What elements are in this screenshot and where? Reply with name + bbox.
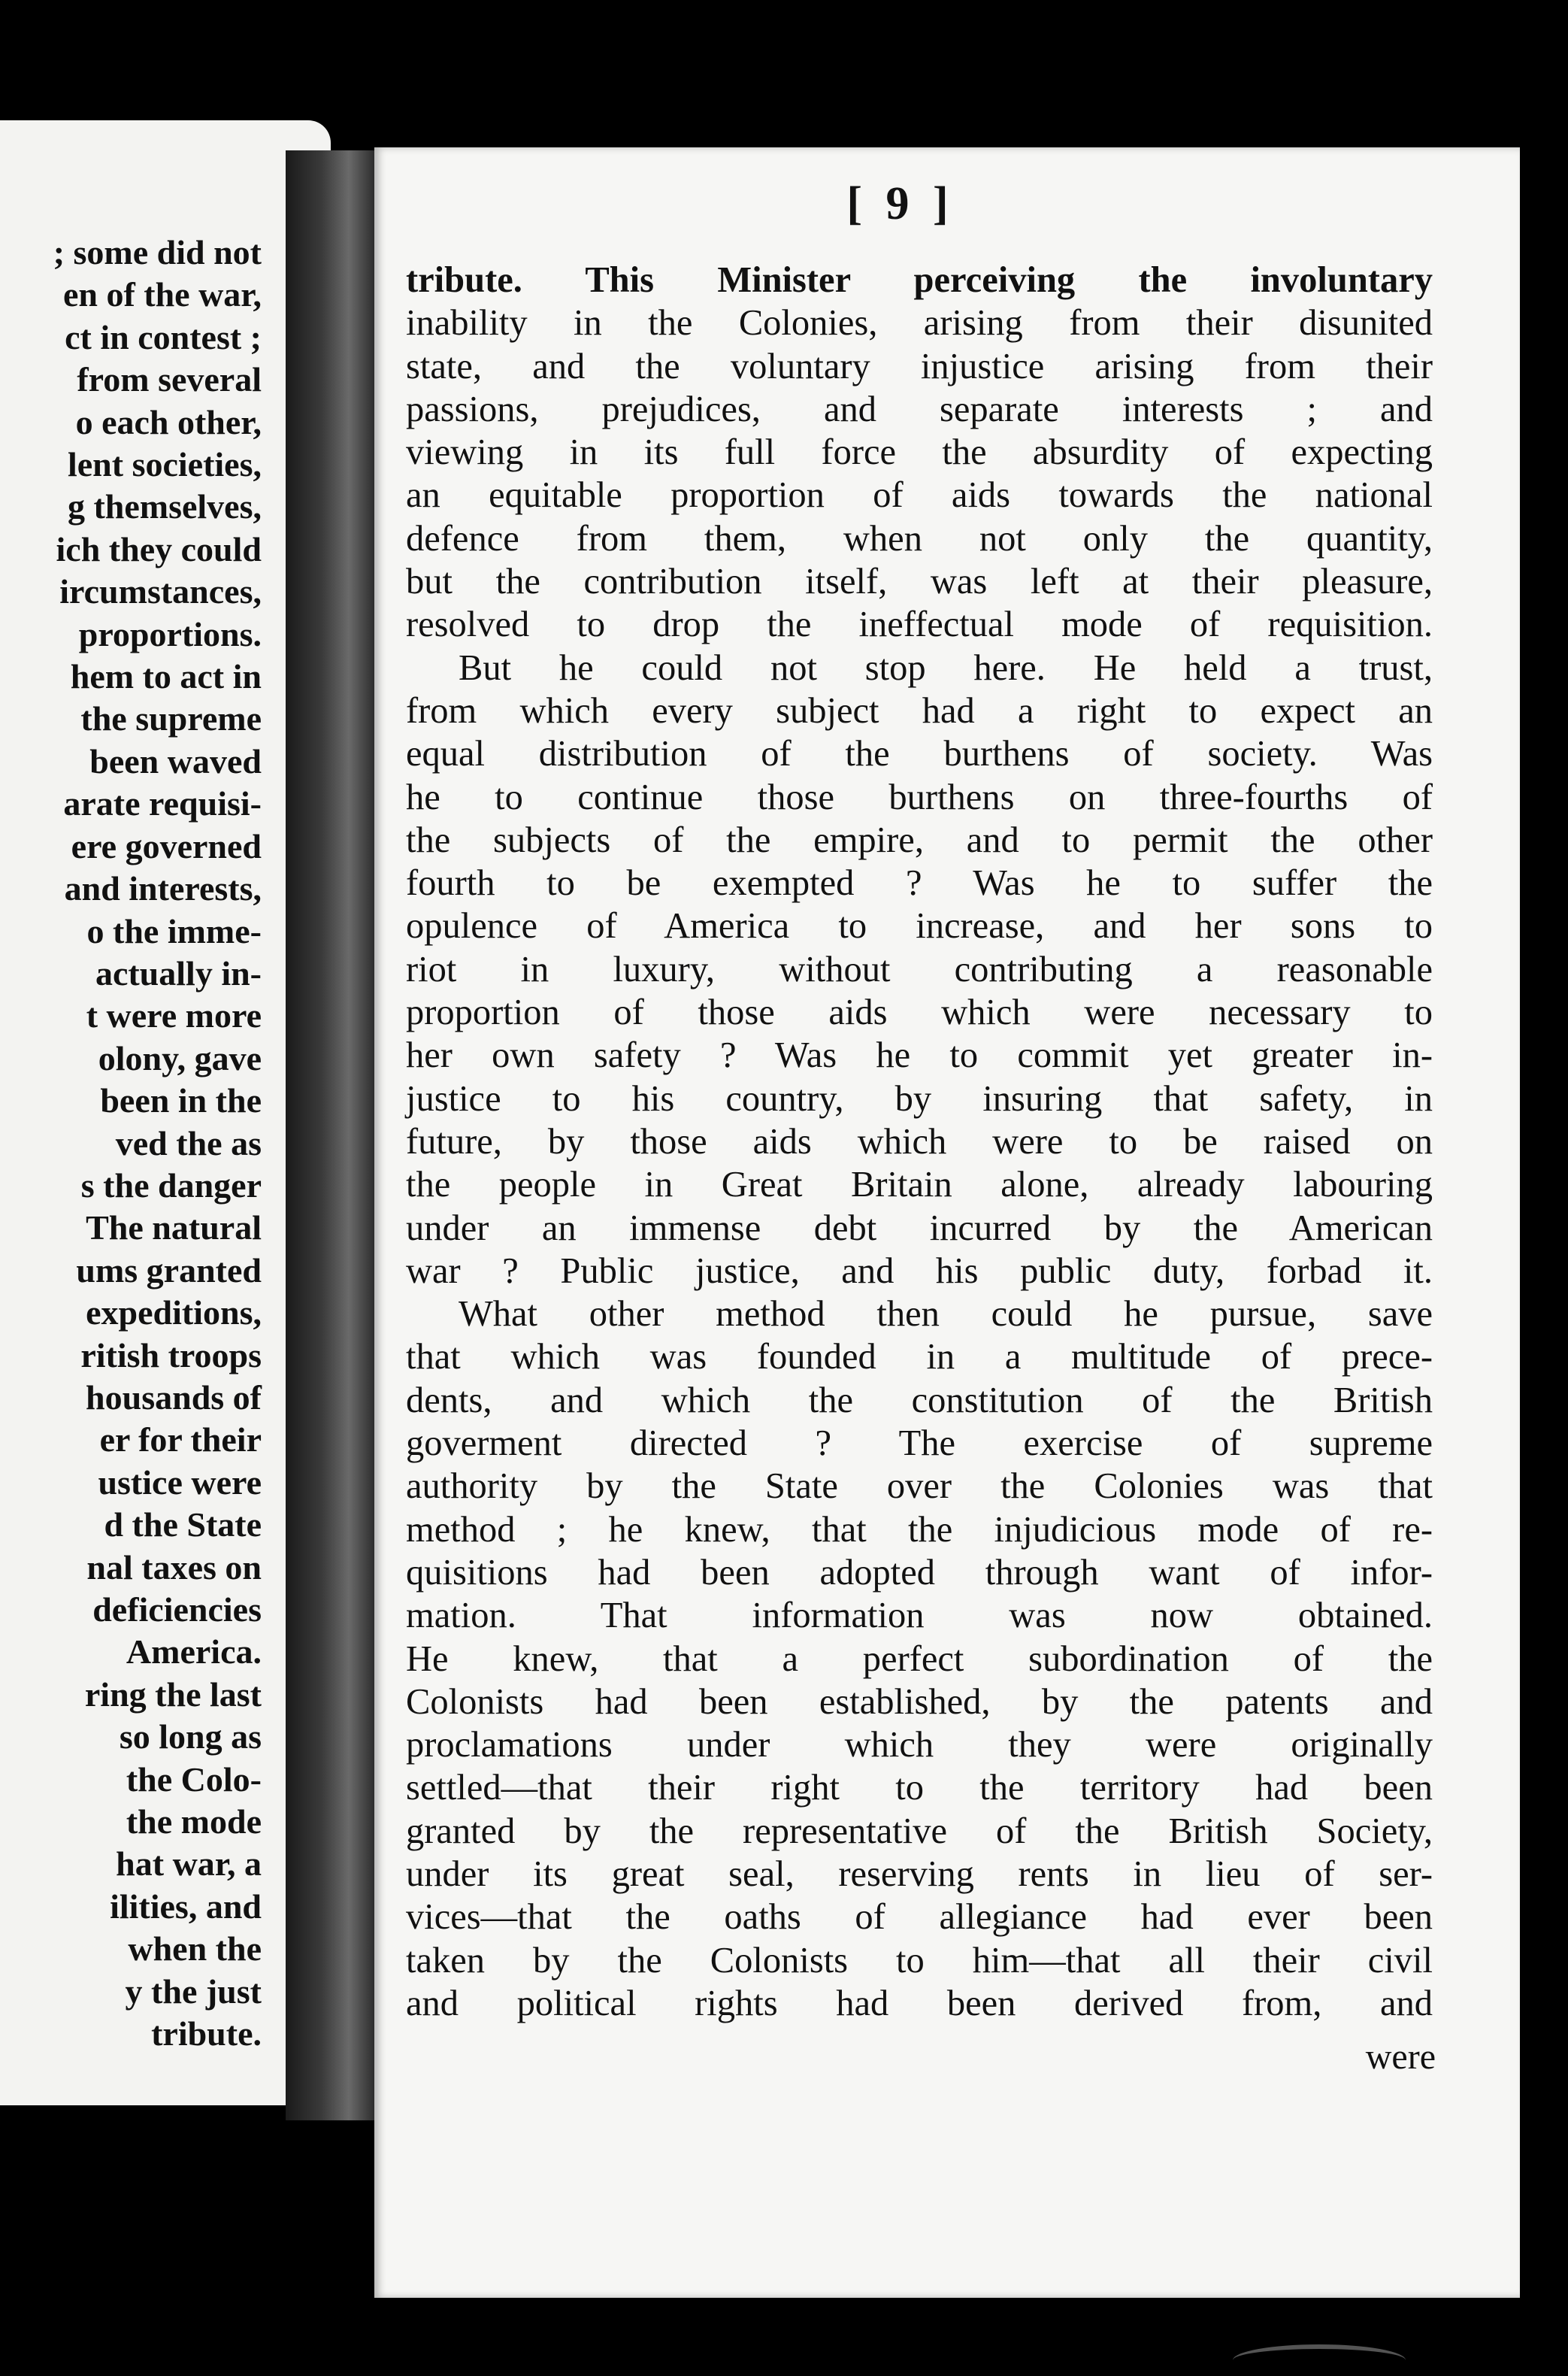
left-page-line: ct in contest ; bbox=[65, 317, 262, 356]
body-text-line: proportion of those aids which were necessary to bbox=[406, 993, 1433, 1033]
left-page-line: ; some did not bbox=[53, 233, 262, 271]
body-text-line: resolved to drop the ineffectual mode of requisition. bbox=[406, 605, 1433, 645]
body-text-line: under its great seal, reserving rents in lieu of ser- bbox=[406, 1853, 1433, 1894]
body-text-line: future, by those aids which were to be raised on bbox=[406, 1121, 1433, 1162]
body-text-line: he to continue those burthens on three-fourths of bbox=[406, 777, 1433, 817]
body-text-line: but the contribution itself, was left at their pleasure, bbox=[406, 562, 1433, 602]
left-page-line: t were more bbox=[86, 996, 262, 1035]
body-text-line: Colonists had been established, by the patents and bbox=[406, 1681, 1433, 1722]
left-page-line: ilities, and bbox=[110, 1887, 262, 1926]
left-page-line: ircumstances, bbox=[59, 572, 262, 611]
left-page-line: tribute. bbox=[151, 2014, 262, 2053]
left-page-line: s the danger bbox=[80, 1165, 262, 1205]
body-text-line: her own safety ? Was he to commit yet greater in- bbox=[406, 1035, 1433, 1076]
left-page-line: ved the as bbox=[115, 1123, 262, 1162]
body-text-line: the people in Great Britain alone, already labouring bbox=[406, 1165, 1433, 1205]
left-page-line: the Colo- bbox=[126, 1759, 262, 1799]
body-text-line: method ; he knew, that the injudicious mode of re- bbox=[406, 1509, 1433, 1550]
left-page-line: been in the bbox=[100, 1081, 262, 1120]
left-page-line: deficiencies bbox=[92, 1590, 262, 1629]
body-text-line: that which was founded in a multitude of prece- bbox=[406, 1337, 1433, 1377]
book-gutter bbox=[286, 150, 376, 2120]
left-page-line: and interests, bbox=[64, 869, 262, 908]
left-page bbox=[0, 120, 331, 2105]
left-page-line: actually in- bbox=[95, 953, 262, 993]
left-page-line: the supreme bbox=[80, 699, 262, 738]
body-text-line: settled—that their right to the territory had been bbox=[406, 1768, 1433, 1808]
body-text-line: the subjects of the empire, and to permit the other bbox=[406, 820, 1433, 860]
ink-smudge bbox=[1233, 2344, 1406, 2376]
left-page-line: so long as bbox=[119, 1717, 262, 1756]
body-text-line: He knew, that a perfect subordination of the bbox=[406, 1638, 1433, 1679]
left-page-line: arate requisi- bbox=[63, 784, 262, 823]
body-text-line: viewing in its full force the absurdity of expecting bbox=[406, 432, 1433, 473]
left-page-line: expeditions, bbox=[86, 1293, 262, 1332]
body-text-line: inability in the Colonies, arising from their disunited bbox=[406, 303, 1433, 344]
left-page-line: er for their bbox=[99, 1420, 262, 1459]
left-page-line: ritish troops bbox=[80, 1335, 262, 1374]
body-text-line: riot in luxury, without contributing a reasonable bbox=[406, 949, 1433, 989]
body-text-line: state, and the voluntary injustice arising from their bbox=[406, 346, 1433, 386]
body-text-line: But he could not stop here. He held a trust, bbox=[459, 647, 1433, 688]
left-page-line: en of the war, bbox=[62, 275, 262, 314]
left-page-line: ere governed bbox=[71, 826, 262, 865]
left-page-line: g themselves, bbox=[67, 487, 262, 526]
body-text-line: defence from them, when not only the quantity, bbox=[406, 518, 1433, 559]
body-text-line: quisitions had been adopted through want of infor- bbox=[406, 1552, 1433, 1593]
left-page-line: o each other, bbox=[75, 402, 262, 441]
left-page-line: the mode bbox=[126, 1802, 262, 1841]
left-page-line: y the just bbox=[125, 1971, 262, 2011]
body-text-line: granted by the representative of the British Society, bbox=[406, 1811, 1433, 1851]
body-text-line: goverment directed ? The exercise of supreme bbox=[406, 1423, 1433, 1464]
left-page-line: from several bbox=[77, 360, 262, 399]
body-text-line: equal distribution of the burthens of society. Was bbox=[406, 734, 1433, 774]
body-text-line: from which every subject had a right to expect an bbox=[406, 690, 1433, 731]
right-page bbox=[374, 147, 1520, 2298]
catchword: were bbox=[1365, 2037, 1436, 2077]
left-page-line: hem to act in bbox=[70, 657, 262, 696]
left-page-line: housands of bbox=[86, 1377, 262, 1417]
page-number: [ 9 ] bbox=[846, 178, 955, 229]
left-page-line: hat war, a bbox=[116, 1844, 262, 1884]
body-text-line: dents, and which the constitution of the British bbox=[406, 1380, 1433, 1420]
body-text-line: under an immense debt incurred by the American bbox=[406, 1208, 1433, 1248]
left-page-line: olony, gave bbox=[98, 1038, 262, 1077]
left-page-line: The natural bbox=[86, 1208, 262, 1247]
body-text-line: taken by the Colonists to him—that all their civil bbox=[406, 1940, 1433, 1981]
left-page-line: ring the last bbox=[84, 1674, 262, 1714]
left-page-line: ustice were bbox=[98, 1462, 262, 1502]
body-text-line: proclamations under which they were originally bbox=[406, 1725, 1433, 1765]
page-body-text bbox=[406, 259, 1433, 2025]
left-page-line: lent societies, bbox=[67, 445, 262, 484]
body-text-line: an equitable proportion of aids towards the national bbox=[406, 475, 1433, 516]
left-page-line: been waved bbox=[89, 741, 262, 780]
body-text-line: tribute. This Minister perceiving the involuntary bbox=[406, 260, 1433, 300]
body-text-line: war ? Public justice, and his public duty, forbad it. bbox=[406, 1250, 1433, 1291]
body-text-line: passions, prejudices, and separate interests ; and bbox=[406, 389, 1433, 429]
body-text-line: opulence of America to increase, and her sons to bbox=[406, 906, 1433, 947]
left-page-line: o the imme- bbox=[86, 911, 262, 950]
left-page-line: when the bbox=[128, 1929, 262, 1968]
body-text-line: and political rights had been derived from, and bbox=[406, 1983, 1433, 2023]
body-text-line: justice to his country, by insuring that safety, in bbox=[406, 1078, 1433, 1119]
left-page-line: d the State bbox=[104, 1505, 262, 1544]
body-text-line: vices—that the oaths of allegiance had ever been bbox=[406, 1897, 1433, 1938]
left-page-line: ums granted bbox=[76, 1250, 262, 1290]
body-text-line: mation. That information was now obtained. bbox=[406, 1596, 1433, 1636]
left-page-line: proportions. bbox=[78, 614, 262, 653]
left-page-line: nal taxes on bbox=[86, 1547, 262, 1587]
body-text-line: fourth to be exempted ? Was he to suffer the bbox=[406, 863, 1433, 904]
body-text-line: authority by the State over the Colonies was that bbox=[406, 1466, 1433, 1507]
left-page-line: ich they could bbox=[56, 529, 262, 568]
left-page-line: America. bbox=[126, 1632, 262, 1671]
left-page-text bbox=[0, 232, 262, 2055]
body-text-line: What other method then could he pursue, save bbox=[459, 1294, 1433, 1335]
